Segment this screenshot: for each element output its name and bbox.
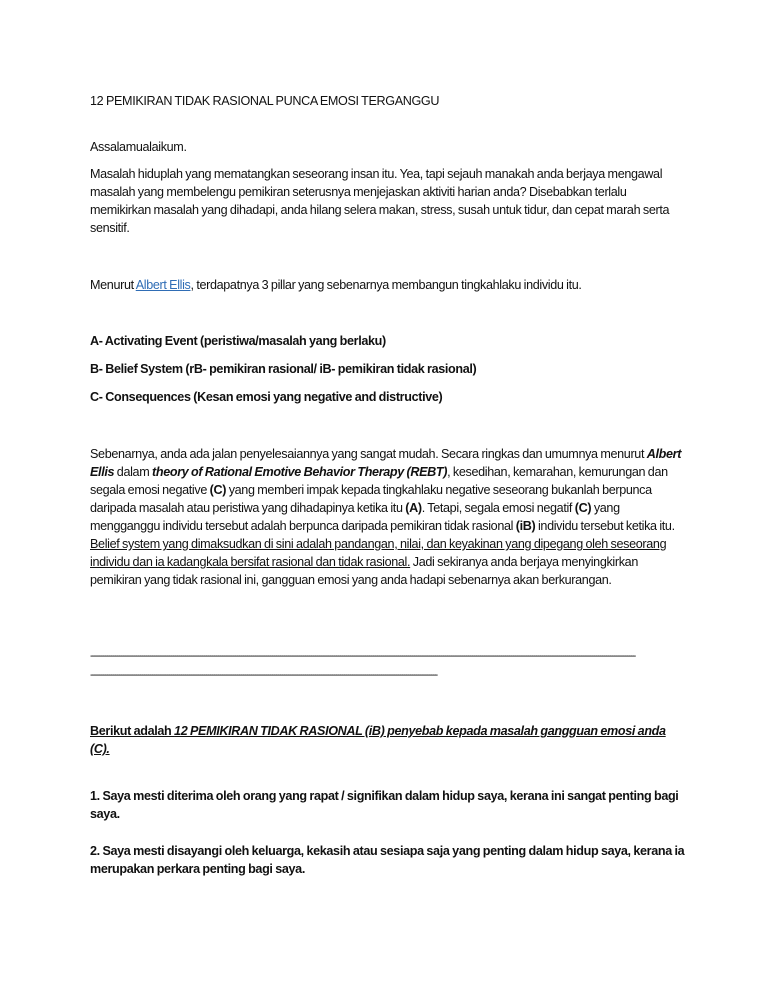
- section-heading: [90, 722, 686, 758]
- explanation-text: individu tersebut ketika itu.: [535, 519, 675, 533]
- explanation-paragraph: [90, 445, 686, 589]
- explanation-author: Albert Ellis: [90, 447, 682, 479]
- ellis-suffix: , terdapatnya 3 pillar yang sebenarnya membangun tingkahlaku individu itu.: [190, 278, 582, 292]
- explanation-marker-ib: (iB): [515, 519, 536, 533]
- explanation-text: dalam: [114, 465, 153, 479]
- explanation-text: Sebenarnya, anda ada jalan penyelesaiannya yang sangat mudah. Secara ringkas dan umumnya menurut: [90, 447, 647, 461]
- explanation-text: Jadi sekiranya anda berjaya menyingkirkan pemikiran yang tidak rasional ini, gangguan emosi yang anda hadapi sebenarnya akan berkurangan.: [90, 555, 638, 587]
- separator-line-1: ------------------------------------------------------------------------------------------------------------------------------------------------------------------------------------------------------------------------------------------------------------------------: [90, 650, 635, 662]
- pillar-c: C- Consequences (Kesan emosi yang negative and distructive): [90, 390, 443, 404]
- explanation-marker-c: (C): [209, 483, 227, 497]
- explanation-theory: theory of Rational Emotive Behavior Therapy (REBT): [152, 465, 448, 479]
- pillar-a: A- Activating Event (peristiwa/masalah yang berlaku): [90, 334, 386, 348]
- section-heading-emphasis: 12 PEMIKIRAN TIDAK RASIONAL (iB) penyebab kepada masalah gangguan emosi anda (C).: [90, 724, 666, 756]
- explanation-text: yang memberi impak kepada tingkahlaku negative seseorang bukanlah berpunca daripada masalah atau peristiwa yang dihadapinya ketika itu: [90, 483, 652, 515]
- explanation-text: , kesedihan, kemarahan, kemurungan dan segala emosi negative: [90, 465, 668, 497]
- separator-line-2: ------------------------------------------------------------------------------------------------------------------------------------------------------------------------: [90, 669, 437, 681]
- list-item: 2. Saya mesti disayangi oleh keluarga, kekasih atau sesiapa saja yang penting dalam hidup saya, kerana ia merupakan perkara penting bagi saya.: [90, 844, 685, 876]
- ellis-paragraph: [90, 276, 686, 294]
- section-heading-prefix: Berikut adalah: [90, 724, 175, 738]
- document-title: 12 PEMIKIRAN TIDAK RASIONAL PUNCA EMOSI TERGANGGU: [90, 94, 440, 108]
- explanation-marker-c: (C): [574, 501, 592, 515]
- albert-ellis-link[interactable]: Albert Ellis: [135, 278, 191, 292]
- list-item: 1. Saya mesti diterima oleh orang yang rapat / signifikan dalam hidup saya, kerana ini sangat penting bagi saya.: [90, 789, 679, 821]
- greeting-text: Assalamualaikum.: [90, 140, 187, 154]
- explanation-text: yang mengganggu individu tersebut adalah berpunca daripada pemikiran tidak rasional: [90, 501, 620, 533]
- explanation-underlined: Belief system yang dimaksudkan di sini adalah pandangan, nilai, dan keyakinan yang dipegang oleh seseorang individu dan ia kadangkala bersifat rasional dan tidak rasional.: [90, 537, 667, 569]
- explanation-text: . Tetapi, segala emosi negatif: [421, 501, 575, 515]
- explanation-marker-a: (A): [405, 501, 422, 515]
- ellis-prefix: Menurut: [90, 278, 136, 292]
- pillar-b: B- Belief System (rB- pemikiran rasional/ iB- pemikiran tidak rasional): [90, 362, 477, 376]
- intro-paragraph: Masalah hiduplah yang mematangkan seseorang insan itu. Yea, tapi sejauh manakah anda berjaya mengawal masalah yang membelengu pemikiran seterusnya menjejaskan aktiviti harian anda? Disebabkan terlalu memikirkan masalah yang dihadapi, anda hilang selera makan, stress, susah untuk tidur, dan cepat marah serta sensitif.: [90, 167, 670, 235]
